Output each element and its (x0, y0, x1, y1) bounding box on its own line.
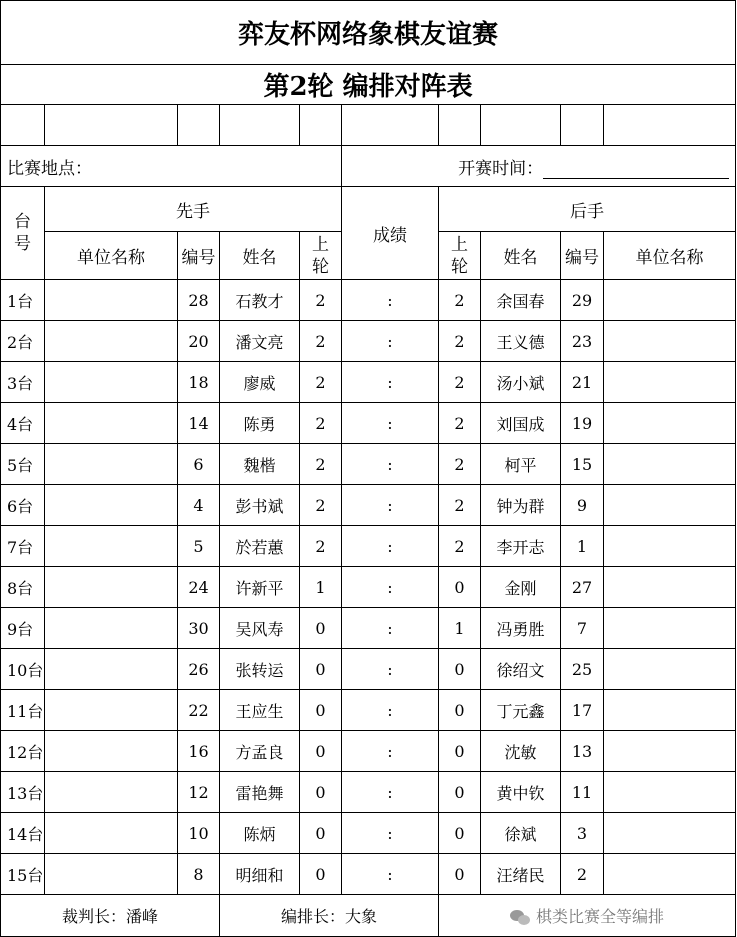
second-unit-cell (604, 321, 736, 362)
table-row (1, 362, 736, 403)
second-name-cell: 冯勇胜 (481, 608, 561, 649)
chief-referee: 裁判长：潘峰 (1, 895, 220, 937)
table-row (1, 649, 736, 690)
second-name-cell: 汪绪民 (481, 854, 561, 895)
second-name-cell: 钟为群 (481, 485, 561, 526)
second-name-cell: 余国春 (481, 280, 561, 321)
second-number-cell: 15 (561, 444, 604, 485)
second-unit-cell (604, 403, 736, 444)
result-cell: : (342, 690, 439, 731)
first-name-cell: 许新平 (220, 567, 300, 608)
first-prev-round-cell: 0 (300, 772, 342, 813)
second-number-cell: 9 (561, 485, 604, 526)
first-number-cell: 5 (178, 526, 220, 567)
first-name-cell: 於若蕙 (220, 526, 300, 567)
first-unit-cell (45, 280, 178, 321)
board-no-cell: 8台 (1, 567, 45, 608)
board-no-cell: 2台 (1, 321, 45, 362)
first-number-cell: 14 (178, 403, 220, 444)
wechat-icon (510, 909, 532, 927)
first-player-header: 先手 (45, 187, 342, 232)
first-unit-cell (45, 321, 178, 362)
board-no-cell: 7台 (1, 526, 45, 567)
first-unit-cell (45, 854, 178, 895)
table-row (1, 444, 736, 485)
board-no-cell: 6台 (1, 485, 45, 526)
result-header: 成绩 (342, 187, 439, 280)
start-time-cell (342, 146, 736, 187)
second-number-header: 编号 (561, 232, 604, 280)
result-cell: : (342, 362, 439, 403)
first-name-cell: 张转运 (220, 649, 300, 690)
first-number-header: 编号 (178, 232, 220, 280)
first-unit-cell (45, 526, 178, 567)
first-unit-cell (45, 731, 178, 772)
first-number-cell: 6 (178, 444, 220, 485)
first-unit-cell (45, 690, 178, 731)
first-name-cell: 王应生 (220, 690, 300, 731)
first-number-cell: 28 (178, 280, 220, 321)
first-name-cell: 廖威 (220, 362, 300, 403)
second-name-cell: 刘国成 (481, 403, 561, 444)
board-no-header-bottom: 号 (14, 234, 31, 254)
chief-arranger: 编排长：大象 (220, 895, 439, 937)
first-prev-round-cell: 0 (300, 690, 342, 731)
first-number-cell: 20 (178, 321, 220, 362)
first-unit-cell (45, 444, 178, 485)
second-name-cell: 丁元鑫 (481, 690, 561, 731)
board-no-header (1, 187, 45, 280)
second-name-cell: 黄中钦 (481, 772, 561, 813)
round-title: 第2轮 编排对阵表 (1, 65, 736, 105)
table-row (1, 731, 736, 772)
second-name-header: 姓名 (481, 232, 561, 280)
second-prev-round-cell: 0 (439, 731, 481, 772)
table-row (1, 485, 736, 526)
first-prev-round-header (300, 232, 342, 280)
second-number-cell: 2 (561, 854, 604, 895)
first-unit-cell (45, 608, 178, 649)
second-number-cell: 11 (561, 772, 604, 813)
second-name-cell: 金刚 (481, 567, 561, 608)
board-no-cell: 3台 (1, 362, 45, 403)
board-no-cell: 1台 (1, 280, 45, 321)
first-name-cell: 方孟良 (220, 731, 300, 772)
first-name-cell: 魏楷 (220, 444, 300, 485)
first-number-cell: 16 (178, 731, 220, 772)
second-number-cell: 7 (561, 608, 604, 649)
result-cell: : (342, 485, 439, 526)
table-row (1, 321, 736, 362)
board-no-cell: 13台 (1, 772, 45, 813)
second-prev-round-cell: 2 (439, 444, 481, 485)
table-row (1, 608, 736, 649)
first-number-cell: 24 (178, 567, 220, 608)
result-cell: : (342, 280, 439, 321)
first-name-cell: 雷艳舞 (220, 772, 300, 813)
first-prev-round-cell: 2 (300, 444, 342, 485)
first-name-cell: 陈炳 (220, 813, 300, 854)
board-no-header-top: 台 (14, 212, 31, 232)
second-unit-cell (604, 280, 736, 321)
second-name-cell: 王义德 (481, 321, 561, 362)
first-unit-cell (45, 403, 178, 444)
first-prev-round-cell: 2 (300, 321, 342, 362)
first-name-cell: 彭书斌 (220, 485, 300, 526)
second-prev-round-cell: 0 (439, 567, 481, 608)
table-row (1, 526, 736, 567)
second-prev-round-cell: 0 (439, 690, 481, 731)
second-name-cell: 李开志 (481, 526, 561, 567)
second-unit-cell (604, 608, 736, 649)
table-row (1, 854, 736, 895)
first-prev-round-cell: 0 (300, 731, 342, 772)
second-prev-round-cell: 2 (439, 321, 481, 362)
first-prev-round-cell: 0 (300, 608, 342, 649)
second-number-cell: 25 (561, 649, 604, 690)
second-unit-cell (604, 731, 736, 772)
second-number-cell: 1 (561, 526, 604, 567)
result-cell: : (342, 772, 439, 813)
first-prev-round-cell: 2 (300, 485, 342, 526)
first-unit-cell (45, 567, 178, 608)
result-cell: : (342, 403, 439, 444)
first-name-cell: 陈勇 (220, 403, 300, 444)
second-unit-cell (604, 444, 736, 485)
first-number-cell: 12 (178, 772, 220, 813)
table-row (1, 567, 736, 608)
second-prev-round-cell: 2 (439, 485, 481, 526)
first-number-cell: 4 (178, 485, 220, 526)
second-number-cell: 21 (561, 362, 604, 403)
first-number-cell: 18 (178, 362, 220, 403)
result-cell: : (342, 444, 439, 485)
result-cell: : (342, 567, 439, 608)
first-prev-round-cell: 2 (300, 280, 342, 321)
watermark-cell (439, 895, 736, 937)
second-prev-round-cell: 2 (439, 362, 481, 403)
second-prev-round-cell: 0 (439, 813, 481, 854)
result-cell: : (342, 649, 439, 690)
second-number-cell: 3 (561, 813, 604, 854)
first-number-cell: 22 (178, 690, 220, 731)
result-cell: : (342, 813, 439, 854)
first-unit-header: 单位名称 (45, 232, 178, 280)
table-row (1, 813, 736, 854)
second-name-cell: 汤小斌 (481, 362, 561, 403)
first-prev-round-top: 上 (312, 234, 329, 255)
first-name-cell: 潘文亮 (220, 321, 300, 362)
first-number-cell: 26 (178, 649, 220, 690)
second-player-header: 后手 (439, 187, 736, 232)
second-number-cell: 17 (561, 690, 604, 731)
second-prev-round-cell: 1 (439, 608, 481, 649)
board-no-cell: 5台 (1, 444, 45, 485)
result-cell: : (342, 854, 439, 895)
board-no-cell: 12台 (1, 731, 45, 772)
board-no-cell: 9台 (1, 608, 45, 649)
first-prev-round-bottom: 轮 (312, 256, 329, 277)
second-number-cell: 19 (561, 403, 604, 444)
second-prev-round-cell: 2 (439, 403, 481, 444)
second-unit-cell (604, 526, 736, 567)
first-name-header: 姓名 (220, 232, 300, 280)
second-number-cell: 27 (561, 567, 604, 608)
first-number-cell: 8 (178, 854, 220, 895)
first-name-cell: 吴风寿 (220, 608, 300, 649)
board-no-cell: 14台 (1, 813, 45, 854)
second-number-cell: 29 (561, 280, 604, 321)
blank-row (1, 105, 736, 146)
first-prev-round-cell: 0 (300, 854, 342, 895)
start-time-blank (543, 162, 729, 179)
first-prev-round-cell: 1 (300, 567, 342, 608)
first-prev-round-cell: 2 (300, 526, 342, 567)
first-number-cell: 30 (178, 608, 220, 649)
page-title: 弈友杯网络象棋友谊赛 (1, 1, 736, 65)
second-prev-round-cell: 2 (439, 526, 481, 567)
result-cell: : (342, 731, 439, 772)
second-unit-cell (604, 813, 736, 854)
first-name-cell: 石教才 (220, 280, 300, 321)
second-name-cell: 徐绍文 (481, 649, 561, 690)
second-number-cell: 13 (561, 731, 604, 772)
second-name-cell: 徐斌 (481, 813, 561, 854)
first-prev-round-cell: 0 (300, 649, 342, 690)
first-unit-cell (45, 485, 178, 526)
second-unit-cell (604, 567, 736, 608)
result-cell: : (342, 608, 439, 649)
second-unit-cell (604, 690, 736, 731)
second-number-cell: 23 (561, 321, 604, 362)
result-cell: : (342, 321, 439, 362)
table-row (1, 772, 736, 813)
first-prev-round-cell: 2 (300, 362, 342, 403)
first-prev-round-cell: 0 (300, 813, 342, 854)
second-name-cell: 沈敏 (481, 731, 561, 772)
board-no-cell: 4台 (1, 403, 45, 444)
second-prev-round-cell: 0 (439, 649, 481, 690)
table-row (1, 280, 736, 321)
second-prev-round-cell: 0 (439, 854, 481, 895)
second-unit-cell (604, 649, 736, 690)
first-unit-cell (45, 362, 178, 403)
table-row (1, 690, 736, 731)
second-unit-cell (604, 772, 736, 813)
first-name-cell: 明细和 (220, 854, 300, 895)
watermark-text: 棋类比赛全等编排 (536, 907, 665, 926)
table-row (1, 403, 736, 444)
first-unit-cell (45, 772, 178, 813)
first-number-cell: 10 (178, 813, 220, 854)
second-name-cell: 柯平 (481, 444, 561, 485)
start-time-label: 开赛时间： (458, 158, 544, 179)
first-prev-round-cell: 2 (300, 403, 342, 444)
second-prev-round-cell: 2 (439, 280, 481, 321)
board-no-cell: 11台 (1, 690, 45, 731)
second-prev-round-top: 上 (451, 234, 468, 255)
board-no-cell: 10台 (1, 649, 45, 690)
first-unit-cell (45, 649, 178, 690)
second-unit-cell (604, 362, 736, 403)
venue-label: 比赛地点： (1, 146, 342, 187)
first-unit-cell (45, 813, 178, 854)
second-prev-round-bottom: 轮 (451, 256, 468, 277)
second-prev-round-cell: 0 (439, 772, 481, 813)
second-unit-header: 单位名称 (604, 232, 736, 280)
board-no-cell: 15台 (1, 854, 45, 895)
result-cell: : (342, 526, 439, 567)
second-unit-cell (604, 485, 736, 526)
second-prev-round-header (439, 232, 481, 280)
second-unit-cell (604, 854, 736, 895)
